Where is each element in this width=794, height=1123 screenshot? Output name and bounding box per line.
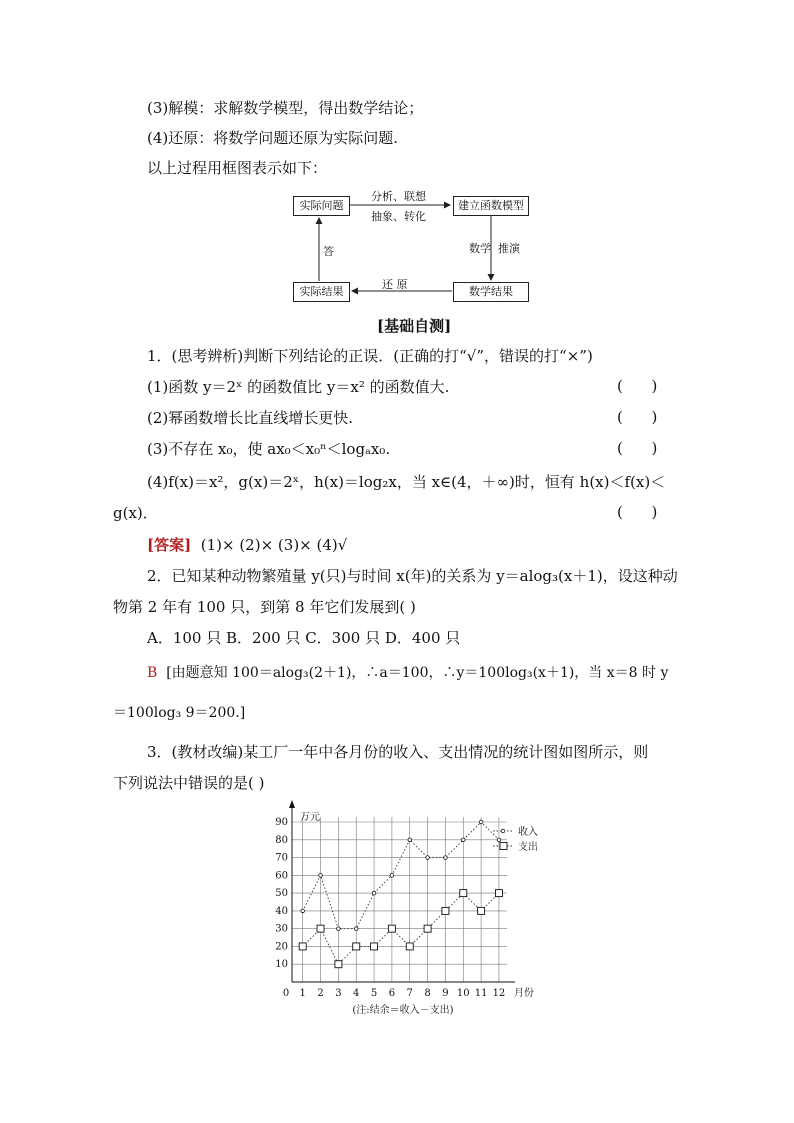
legend-expense-label: 支出 — [518, 842, 538, 853]
x-tick-label: 1 — [299, 988, 306, 999]
x-tick-label: 5 — [370, 988, 378, 999]
income-point — [319, 874, 323, 878]
income-point — [301, 909, 305, 913]
q2-line1: 2．已知某种动物繁殖量 y(只)与时间 x(年)的关系为 y＝alog₃(x＋1)，设这种动 — [147, 567, 678, 585]
q1-answer-text: (1)× (2)× (3)× (4)√ — [200, 536, 348, 554]
y-tick-label: 30 — [275, 923, 288, 935]
legend-expense-marker — [500, 843, 507, 850]
y-tick-label: 40 — [275, 905, 288, 917]
flow-intro: 以上过程用框图表示如下： — [147, 159, 328, 177]
box-build-model: 建立函数模型 — [453, 196, 529, 216]
income-point — [337, 927, 341, 931]
y-tick-label: 70 — [275, 852, 288, 864]
x-tick-label: 10 — [456, 988, 470, 999]
q1-item1-blank: ( ) — [617, 377, 658, 395]
expense-point — [353, 943, 360, 950]
q1-item2: (2)幂函数增长比直线增长更快. — [147, 409, 354, 427]
income-point — [426, 856, 430, 860]
x-tick-label: 7 — [406, 988, 413, 999]
q3-line2: 下列说法中错误的是( ) — [113, 774, 265, 792]
x-tick-label: 2 — [317, 988, 324, 999]
x-tick-label: 8 — [424, 988, 431, 999]
x-tick-label: 3 — [335, 988, 342, 999]
label-abstraction: 抽象、转化 — [371, 210, 426, 223]
chart-note: (注:结余＝收入－支出) — [352, 1005, 454, 1016]
y-tick-label: 80 — [275, 834, 288, 846]
q1-stem-prefix: 1．(思考辨析)判断下列结论的正误．(正确的打 — [147, 347, 460, 365]
expense-point — [388, 925, 395, 932]
intro-step3: (3)解模：求解数学模型，得出数学结论； — [147, 99, 424, 117]
income-point — [479, 820, 483, 824]
box-real-problem: 实际问题 — [293, 196, 350, 216]
q1-item3-blank: ( ) — [617, 439, 658, 457]
income-point — [408, 838, 412, 842]
income-point — [461, 838, 465, 842]
q1-item4-line1: (4)f(x)＝x²，g(x)＝2ˣ，h(x)＝log₂x，当 x∈(4，＋∞)时，恒有 h(x)＜f(x)＜ — [147, 473, 666, 491]
y-tick-label: 90 — [275, 817, 288, 828]
box-real-result: 实际结果 — [293, 282, 350, 302]
expense-point — [371, 943, 378, 950]
legend-income-marker — [501, 829, 505, 833]
label-analysis: 分析、联想 — [371, 190, 426, 203]
y-axis-arrow — [289, 800, 295, 808]
expense-point — [317, 925, 324, 932]
q1-item4-blank: ( ) — [617, 503, 658, 521]
income-point — [444, 856, 448, 860]
expense-point — [335, 961, 342, 968]
label-deduction: 推演 — [498, 242, 520, 255]
x-tick-label: 12 — [492, 988, 506, 999]
q1-item3: (3)不存在 x₀，使 ax₀＜x₀ⁿ＜logₐx₀. — [147, 440, 391, 458]
section-title: [基础自测] — [377, 317, 452, 335]
expense-point — [495, 890, 502, 897]
intro-step4: (4)还原：将数学问题还原为实际问题. — [147, 129, 399, 147]
label-restore: 还 原 — [382, 278, 408, 291]
label-math: 数学 — [469, 242, 491, 255]
income-point — [390, 874, 394, 878]
q1-answer-tag: [答案] — [147, 536, 192, 554]
x-axis-label: 月份 — [513, 988, 534, 999]
q1-item4-line2: g(x)． — [113, 504, 158, 522]
q1-stem-end: ) — [586, 347, 593, 365]
q2-solution-text: [由题意知 100＝alog₃(2＋1)，∴a＝100，∴y＝100log₃(x＋1)，当 x＝8 时 y — [166, 665, 669, 681]
expense-point — [424, 925, 431, 932]
y-tick-label: 20 — [275, 941, 288, 953]
expense-point — [460, 890, 467, 897]
origin-label: 0 — [282, 988, 290, 999]
q1-item2-blank: ( ) — [617, 408, 658, 426]
income-point — [354, 927, 358, 931]
expense-point — [406, 943, 413, 950]
income-point — [497, 838, 501, 842]
income-point — [372, 891, 376, 895]
x-tick-label: 6 — [388, 988, 396, 999]
x-tick-label: 4 — [353, 988, 360, 999]
q1-cross-mark: “×” — [559, 347, 587, 365]
x-tick-label: 11 — [474, 988, 488, 999]
q2-options: A．100 只 B．200 只 C．300 只 D．400 只 — [147, 629, 461, 647]
y-axis-label: 万元 — [300, 812, 320, 823]
x-tick-label: 9 — [442, 988, 449, 999]
q2-answer-letter: B — [147, 665, 158, 681]
y-tick-label: 50 — [275, 888, 288, 900]
expense-point — [299, 943, 306, 950]
y-tick-label: 60 — [275, 870, 288, 882]
expense-point — [478, 907, 485, 914]
q1-stem-mid: ，错误的打 — [484, 347, 560, 365]
q1-check-mark: “√” — [459, 347, 485, 365]
y-tick-label: 10 — [275, 959, 288, 971]
legend-income-label: 收入 — [518, 827, 538, 838]
box-math-result: 数学结果 — [453, 282, 529, 302]
q2-solution-line2: ＝100log₃ 9＝200.] — [113, 705, 246, 721]
expense-point — [442, 907, 449, 914]
q2-line2: 物第 2 年有 100 只，到第 8 年它们发展到( ) — [113, 598, 416, 616]
label-answer: 答 — [323, 245, 334, 258]
q3-line1: 3．(教材改编)某工厂一年中各月份的收入、支出情况的统计图如图所示，则 — [147, 743, 649, 761]
q1-item1: (1)函数 y＝2ˣ 的函数值比 y＝x² 的函数值大. — [147, 378, 450, 396]
